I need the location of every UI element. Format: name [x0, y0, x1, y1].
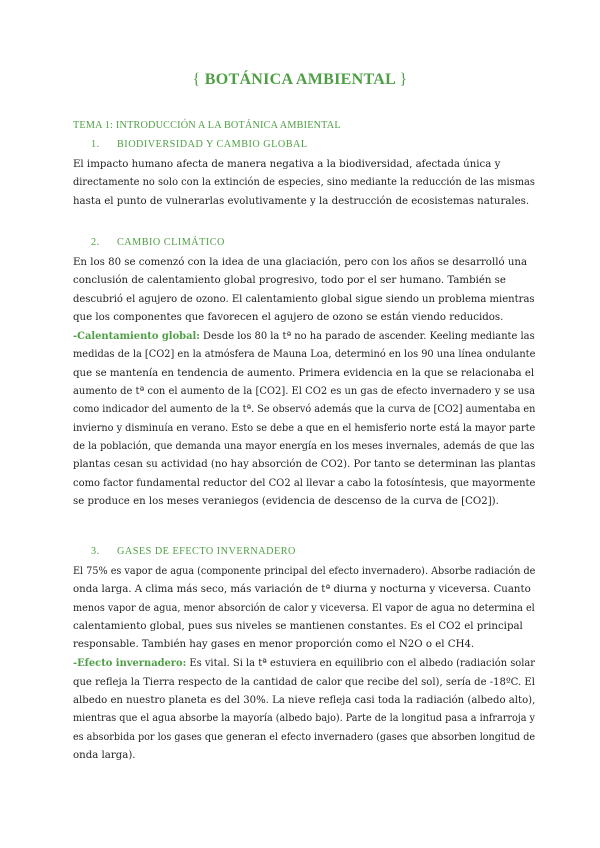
- subtopic-first-text: Es vital. Si la tª estuviera en equilibrio con el albedo (radiación solar: [186, 658, 536, 670]
- text-line: El 75% es vapor de agua (componente principal del efecto invernadero). Absorbe radiación de: [73, 566, 536, 577]
- text-line: menos vapor de agua, menor absorción de calor y viceversa. El vapor de agua no determina el: [73, 602, 535, 614]
- text-line: mientras que el agua absorbe la mayoría (albedo bajo). Parte de la longitud pasa a infrarroja y: [73, 713, 535, 725]
- text-line: que se mantenía en tendencia de aumento. Primera evidencia en la que se relacionaba el: [73, 367, 535, 379]
- subtopic-first-line: [73, 654, 536, 673]
- text-line: descubrió el agujero de ozono. El calentamiento global sigue siendo un problema mientras: [73, 293, 535, 305]
- section-title: BIODIVERSIDAD Y CAMBIO GLOBAL: [117, 139, 308, 150]
- text-line: aumento de tª con el aumento de la [CO2]. El CO2 es un gas de efecto invernadero y se usa: [73, 386, 535, 398]
- subtopic-first-line: [73, 327, 535, 346]
- text-line: invierno y disminuía en verano. Esto se debe a que en el hemisferio norte está la mayor parte: [73, 422, 536, 434]
- text-line: En los 80 se comenzó con la idea de una glaciación, pero con los años se desarrolló una: [73, 257, 528, 268]
- document-title: [0, 71, 600, 89]
- text-line: El impacto humano afecta de manera negativa a la biodiversidad, afectada única y: [73, 159, 501, 170]
- section-heading-2: [91, 237, 225, 248]
- subtopic-first-text: Desde los 80 la tª no ha parado de ascender. Keeling mediante las: [199, 331, 535, 343]
- section-title: GASES DE EFECTO INVERNADERO: [117, 546, 296, 557]
- text-line: albedo en nuestro planeta es del 30%. La nieve refleja casi toda la radiación (albedo alto),: [73, 695, 536, 707]
- section-3-paragraph: [73, 563, 536, 765]
- text-line: medidas de la [CO2] en la atmósfera de Mauna Loa, determinó en los 90 una línea ondulante: [73, 349, 536, 361]
- section-heading-1: [91, 139, 308, 150]
- text-line: como factor fundamental reductor del CO2 al llevar a cabo la fotosíntesis, que mayormente: [73, 477, 536, 489]
- text-line: conclusión de calentamiento global progresivo, todo por el ser humano. También se: [73, 275, 506, 287]
- section-number: 2.: [91, 237, 100, 248]
- section-title: CAMBIO CLIMÁTICO: [117, 237, 225, 248]
- subtopic-label: -Calentamiento global:: [73, 330, 200, 343]
- text-line: que los componentes que favorecen el agujero de ozono se están viendo reducidos.: [73, 311, 504, 323]
- subtopic-label: -Efecto invernadero:: [73, 657, 187, 670]
- text-line: calentamiento global, pues sus niveles se mantienen constantes. Es el CO2 el principal: [73, 620, 523, 632]
- text-line: plantas cesan su actividad (no hay absorción de CO2). Por tanto se determinan las plantas: [73, 459, 536, 471]
- title-brace-close: }: [399, 71, 408, 88]
- section-number: 1.: [91, 139, 100, 150]
- text-line: de la población, que demanda una mayor energía en los meses invernales, además de que las: [73, 440, 535, 452]
- text-line: hasta el punto de vulnerarlas evolutivamente y la destrucción de ecosistemas naturales.: [73, 195, 530, 207]
- section-number: 3.: [91, 546, 100, 557]
- text-line: que refleja la Tierra respecto de la cantidad de calor que recibe del sol), sería de -18ºC. El: [73, 676, 535, 688]
- text-line: es absorbida por los gases que generan el efecto invernadero (gases que absorben longitud de: [73, 731, 536, 743]
- title-brace-open: {: [192, 71, 201, 88]
- topic-heading: TEMA 1: INTRODUCCIÓN A LA BOTÁNICA AMBIENTAL: [73, 120, 341, 131]
- text-line: onda larga. A clima más seco, más variación de tª diurna y nocturna y viceversa. Cuanto: [73, 584, 531, 596]
- text-line: responsable. También hay gases en menor proporción como el N2O o el CH4.: [73, 639, 475, 651]
- section-2-paragraph: [73, 254, 536, 511]
- section-heading-3: [91, 546, 296, 557]
- text-line: directamente no solo con la extinción de especies, sino mediante la reducción de las mismas: [73, 177, 535, 189]
- text-line: se produce en los meses veraniegos (evidencia de descenso de la curva de [CO2]).: [73, 495, 499, 507]
- text-line: como indicador del aumento de la tª. Se observó además que la curva de [CO2] aumentaba en: [73, 404, 536, 416]
- text-line: onda larga).: [73, 749, 136, 761]
- title-text: BOTÁNICA AMBIENTAL: [204, 71, 396, 88]
- section-1-paragraph: [73, 156, 533, 211]
